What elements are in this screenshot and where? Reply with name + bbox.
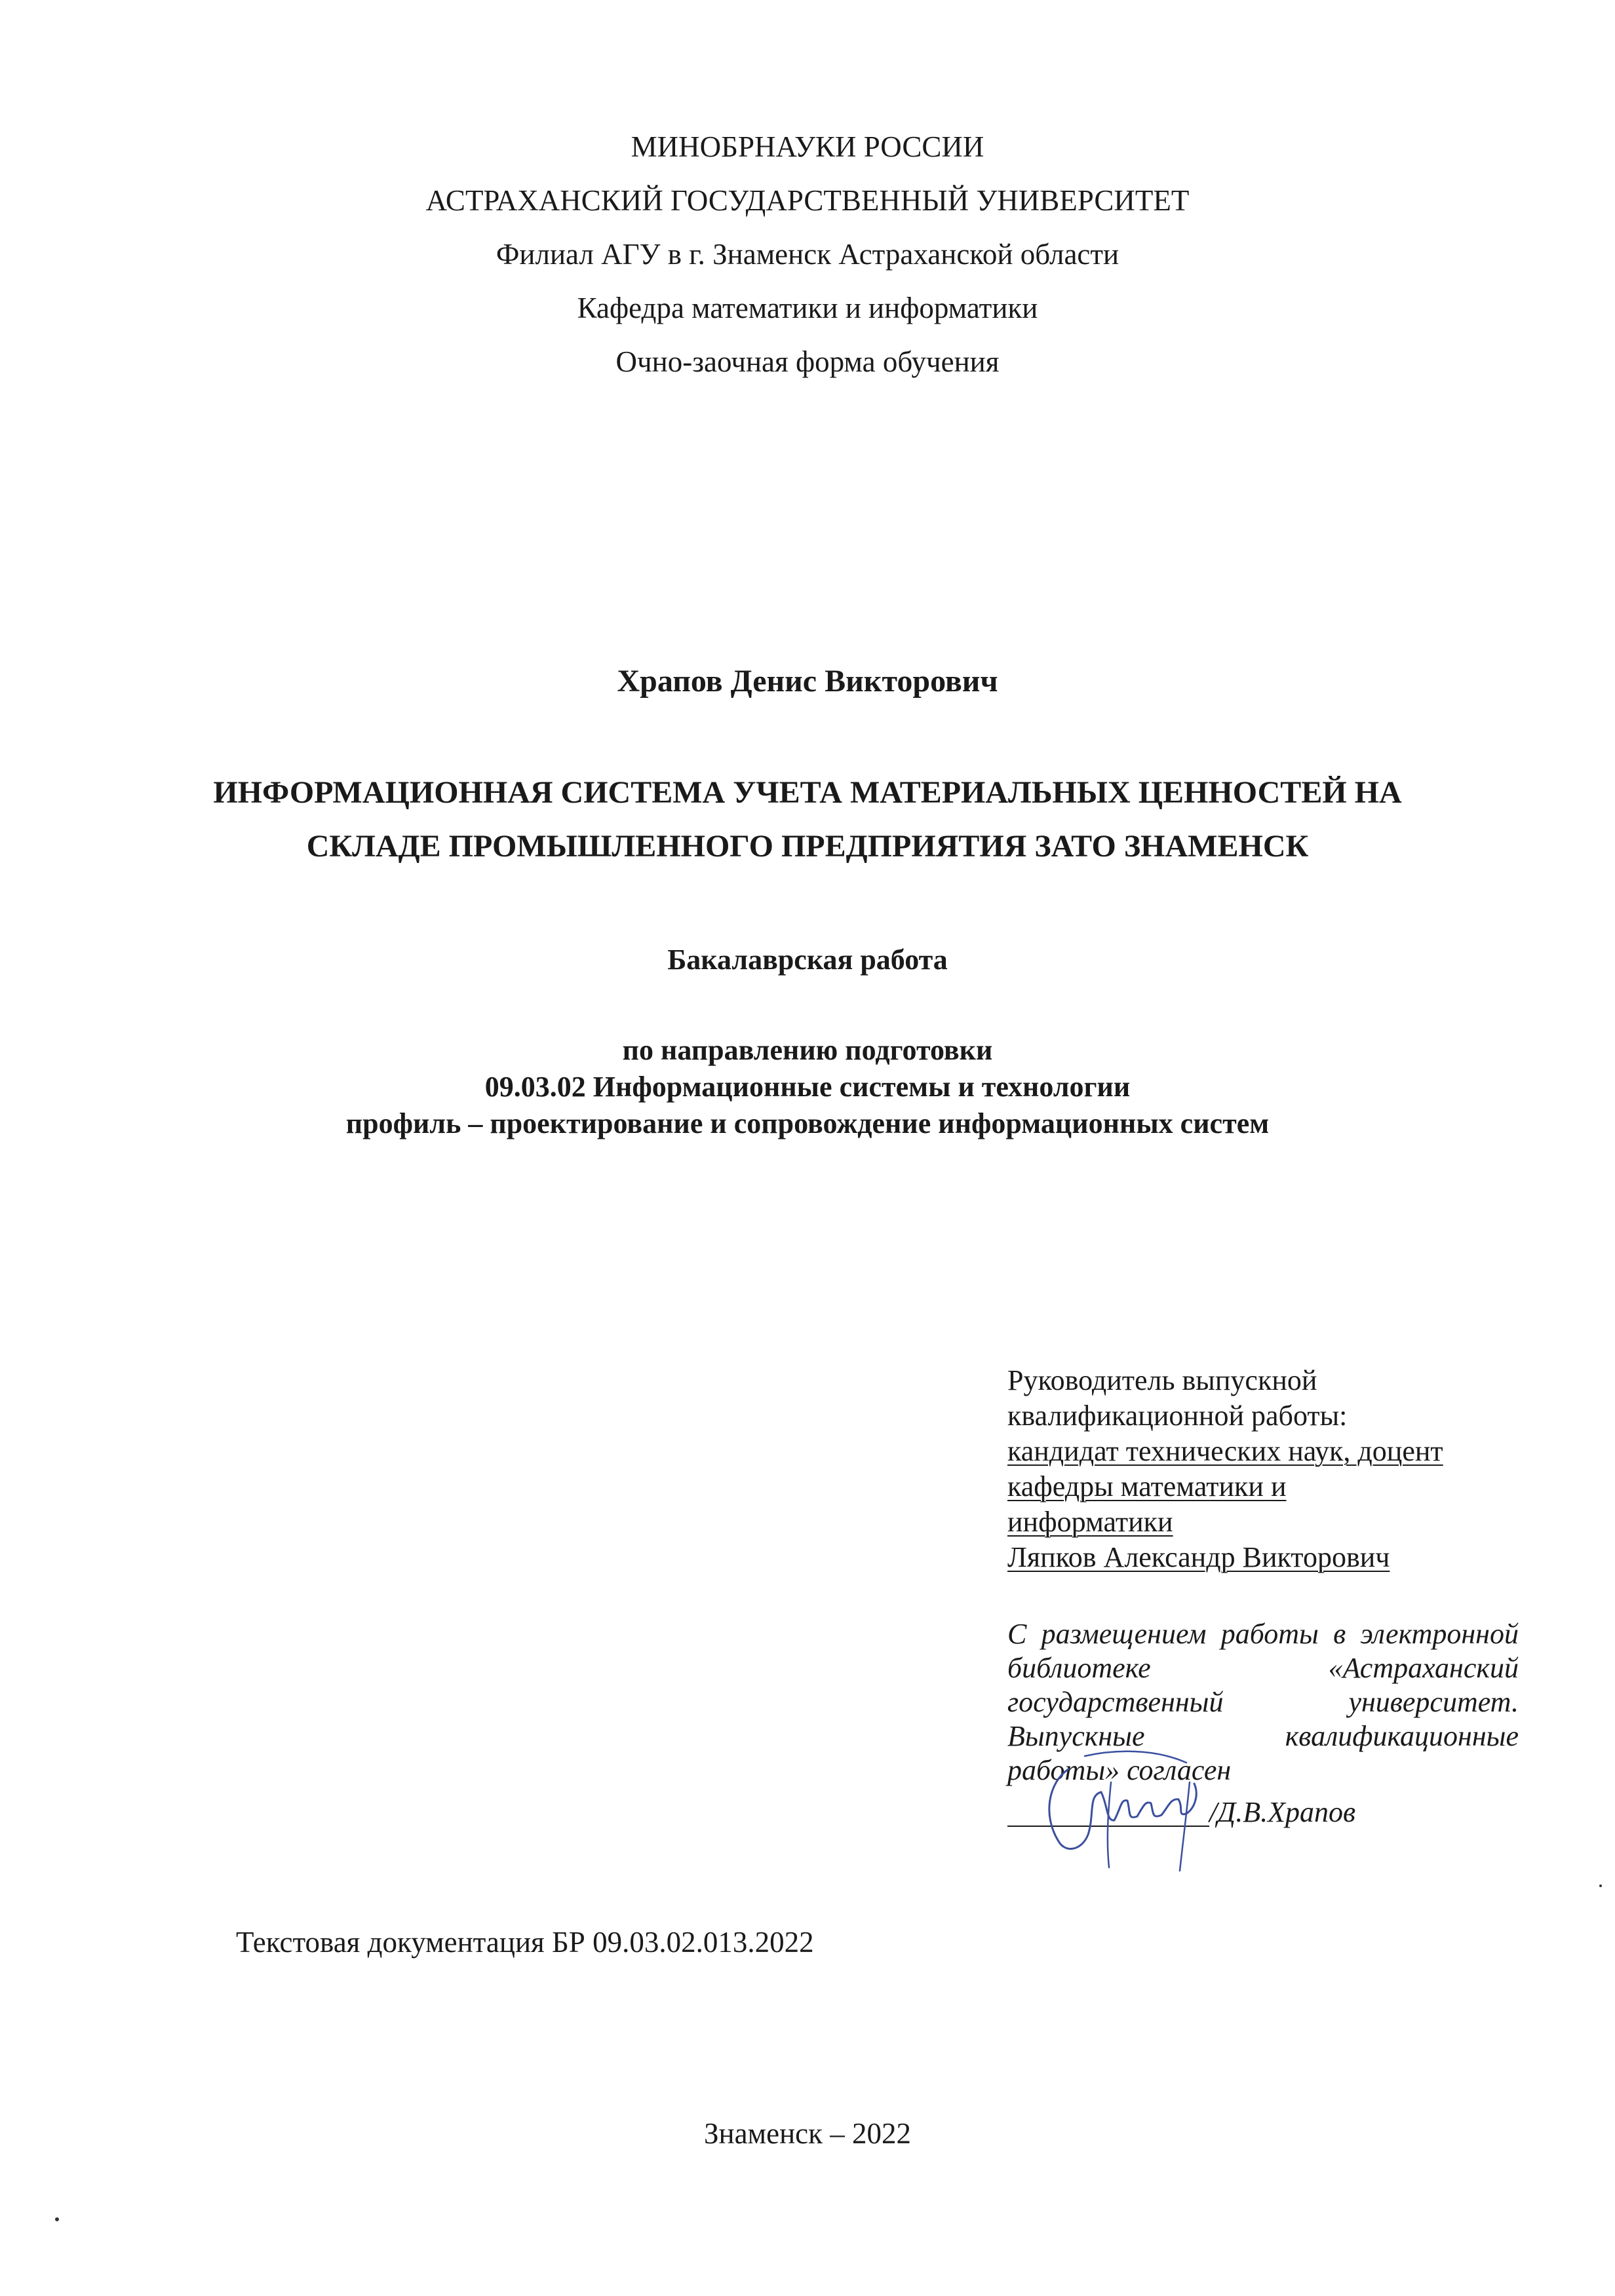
ministry-line: МИНОБРНАУКИ РОССИИ [631, 130, 984, 163]
supervisor-name: Ляпков Александр Викторович [1007, 1541, 1390, 1573]
consent-line-4-right: квалификационные [1285, 1720, 1519, 1752]
consent-line-1: С размещением работы в электронной [1007, 1618, 1519, 1650]
scan-speck [55, 2217, 59, 2221]
documentation-code: Текстовая документация БР 09.03.02.013.2022 [236, 1926, 814, 1959]
department-line: Кафедра математики и информатики [577, 292, 1038, 324]
consent-line-2-right: «Астраханский [1328, 1652, 1519, 1684]
supervisor-block [1007, 1363, 1519, 1575]
thesis-title-line-1: ИНФОРМАЦИОННАЯ СИСТЕМА УЧЕТА МАТЕРИАЛЬНЫХ ЦЕННОСТЕЙ НА [213, 775, 1402, 810]
supervisor-label-2: квалификационной работы: [1007, 1400, 1348, 1432]
direction-line-2: 09.03.02 Информационные системы и технологии [484, 1071, 1131, 1103]
signer-name: /Д.В.Храпов [1209, 1796, 1356, 1828]
author-name: Храпов Денис Викторович [617, 664, 998, 698]
branch-line: Филиал АГУ в г. Знаменск Астраханской области [496, 238, 1119, 271]
supervisor-position-3: информатики [1007, 1506, 1173, 1538]
supervisor-position-2: кафедры математики и [1007, 1470, 1287, 1502]
consent-line-5: работы» согласен [1007, 1754, 1232, 1786]
supervisor-position-1: кандидат технических наук, доцент [1007, 1435, 1443, 1467]
supervisor-label-1: Руководитель выпускной [1007, 1364, 1317, 1396]
thesis-title-line-2: СКЛАДЕ ПРОМЫШЛЕННОГО ПРЕДПРИЯТИЯ ЗАТО ЗНАМЕНСК [306, 829, 1309, 864]
work-type: Бакалаврская работа [667, 944, 948, 976]
consent-line-3-left: государственный [1007, 1686, 1224, 1718]
consent-line-3-right: университет. [1348, 1686, 1519, 1718]
consent-line-2 [1007, 1651, 1519, 1685]
consent-line-4-left: Выпускные [1007, 1720, 1145, 1752]
study-form-line: Очно-заочная форма обучения [615, 345, 1000, 378]
city-year: Знаменск – 2022 [704, 2117, 911, 2150]
direction-line-3: профиль – проектирование и сопровождение информационных систем [345, 1107, 1270, 1139]
consent-line-2-left: библиотеке [1007, 1652, 1151, 1684]
university-line: АСТРАХАНСКИЙ ГОСУДАРСТВЕННЫЙ УНИВЕРСИТЕТ [425, 184, 1190, 217]
handwritten-signature [1022, 1743, 1232, 1874]
direction-line-1: по направлению подготовки [622, 1034, 993, 1066]
consent-line-3 [1007, 1685, 1519, 1719]
scan-speck [1599, 1885, 1602, 1887]
